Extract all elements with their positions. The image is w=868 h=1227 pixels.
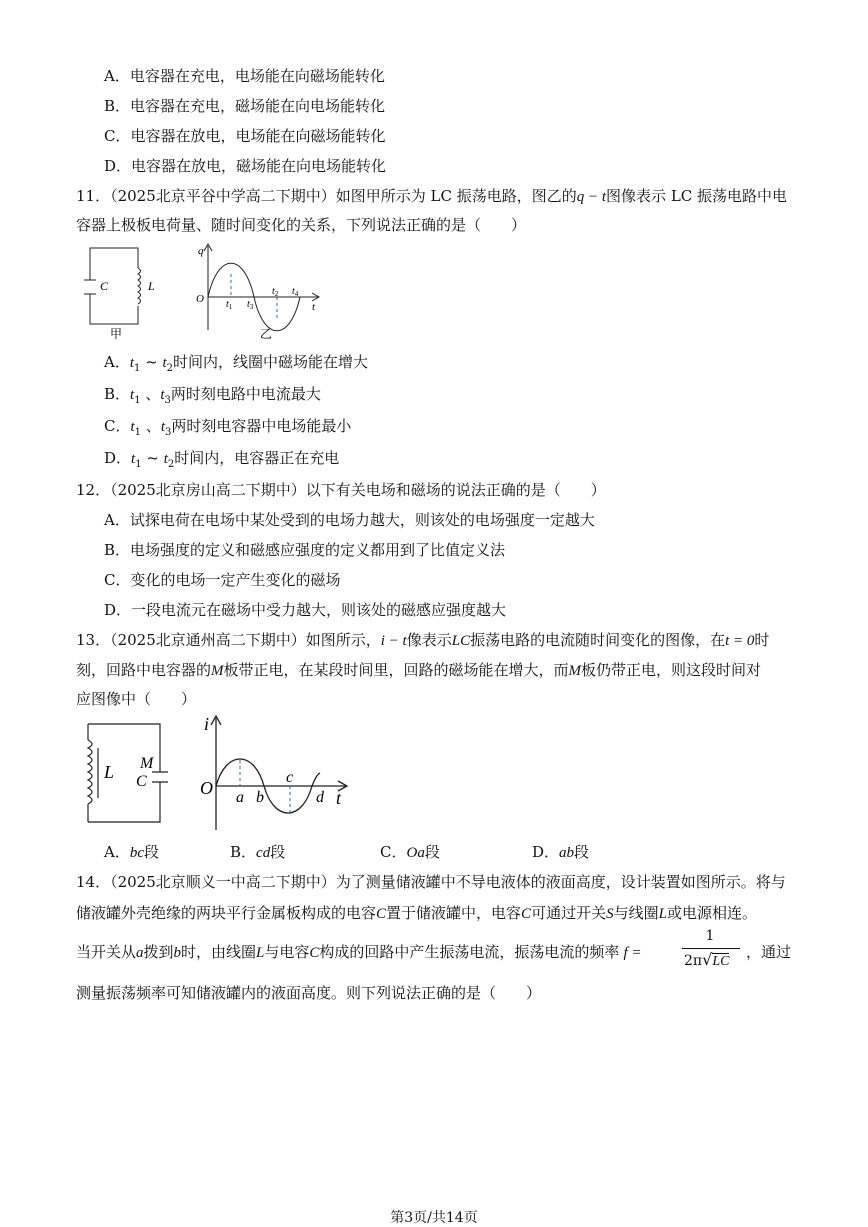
q11-t2-label: $t_2$ (272, 286, 279, 298)
q11-lc-circuit (84, 248, 141, 324)
q14-stem-line3-tail: ，通过 (746, 943, 792, 961)
q13-coil-label: L (104, 762, 115, 782)
q11-q-axis-label: q (198, 245, 204, 257)
q13-figure (76, 712, 366, 832)
q13-option-c: C．Oa段 (380, 843, 440, 861)
q13-plate-m-label: M (140, 755, 154, 772)
q13-i-axis-label: i (204, 714, 210, 734)
q12-option-c: C．变化的电场一定产生变化的磁场 (104, 571, 341, 589)
q11-cap-label: C (100, 279, 109, 293)
q12-option-b: B．电场强度的定义和磁感应强度的定义都用到了比值定义法 (104, 541, 506, 559)
q13-stem-line1: 13．（2025北京通州高二下期中）如图所示，i − t像表示LC振荡电路的电流随时间变化的图像，在t = 0时 (76, 631, 770, 649)
q10-option-d: D．电容器在放电，磁场能在向电场能转化 (104, 157, 387, 175)
q12-option-a: A．试探电荷在电场中某处受到的电场力越大，则该处的电场强度一定越大 (104, 511, 595, 529)
q14-frequency-formula (680, 928, 740, 972)
q14-formula-bar (682, 948, 740, 949)
q13-it-graph (211, 716, 347, 830)
q14-stem-line3: 当开关从a拨到b时，由线圈L与电容C构成的回路中产生振荡电流，振荡电流的频率 f = (76, 943, 642, 961)
q14-stem-line1: 14．（2025北京顺义一中高二下期中）为了测量储液罐中不导电液体的液面高度，设计装置如图所示。将与 (76, 873, 786, 891)
q11-stem-line2: 容器上极板电荷量、随时间变化的关系，下列说法正确的是（ ） (76, 216, 527, 234)
q11-stem-line1: 11．（2025北京平谷中学高二下期中）如图甲所示为 LC 振荡电路，图乙的q − t图像表示 LC 振荡电路中电 (76, 187, 788, 205)
q13-options-row (104, 841, 824, 861)
q13-point-c-label: c (286, 769, 294, 786)
q13-option-b: B．cd段 (230, 843, 286, 861)
q11-option-c: C．$t_1$ 、$t_3$两时刻电容器中电场能最小 (104, 417, 352, 438)
q10-option-b: B．电容器在充电，磁场能在向电场能转化 (104, 97, 386, 115)
q10-option-c: C．电容器在放电，电场能在向磁场能转化 (104, 127, 386, 145)
q13-t-axis-label: t (336, 788, 342, 808)
q11-t1-label: $t_1$ (226, 299, 233, 311)
q13-cap-label: C (136, 773, 147, 790)
q10-option-a: A．电容器在充电，电场能在向磁场能转化 (104, 67, 385, 85)
q11-option-b: B．$t_1$ 、$t_3$两时刻电路中电流最大 (104, 385, 321, 406)
q13-point-b-label: b (256, 789, 264, 806)
q11-jia-label: 甲 (110, 327, 123, 340)
q11-option-a: A．$t_1$ ~ $t_2$时间内，线圈中磁场能在增大 (104, 353, 369, 374)
q12-option-d: D．一段电流元在磁场中受力越大，则该处的磁感应强度越大 (104, 601, 507, 619)
q11-t-axis-label: t (312, 301, 316, 313)
q12-stem: 12．（2025北京房山高二下期中）以下有关电场和磁场的说法正确的是（ ） (76, 481, 606, 499)
q13-stem-line2: 刻，回路中电容器的M板带正电，在某段时间里，回路的磁场能在增大，而M板仍带正电，则这段时间对 (76, 661, 762, 679)
q11-origin-label: O (196, 293, 204, 305)
q11-t4-label: $t_4$ (292, 286, 299, 298)
q11-option-d: D．$t_1$ ~ $t_2$时间内，电容器正在充电 (104, 449, 340, 470)
q11-t3-label: $t_3$ (247, 299, 254, 311)
q11-figure (76, 240, 336, 340)
q11-coil-label: L (148, 279, 155, 293)
q13-option-d: D．ab段 (532, 843, 590, 861)
q13-point-a-label: a (236, 789, 244, 806)
q14-stem-line4: 测量振荡频率可知储液罐内的液面高度。则下列说法正确的是（ ） (76, 984, 542, 1002)
q14-formula-numerator: 1 (705, 928, 715, 944)
q13-lc-circuit (88, 724, 168, 822)
q13-point-d-label: d (316, 789, 324, 806)
q14-stem-line2: 储液罐外壳绝缘的两块平行金属板构成的电容C置于储液罐中，电容C可通过开关S与线圈L或电源相连。 (76, 904, 757, 922)
q11-yi-label: 乙 (260, 327, 273, 340)
q14-formula-denominator: 2π√LC (684, 950, 730, 969)
q13-option-a: A．bc段 (104, 843, 160, 861)
q13-stem-line3: 应图像中（ ） (76, 690, 197, 708)
q11-qt-graph (204, 244, 319, 331)
page-footer: 第3页/共14页 (390, 1210, 478, 1226)
q13-origin-label: O (200, 778, 213, 798)
